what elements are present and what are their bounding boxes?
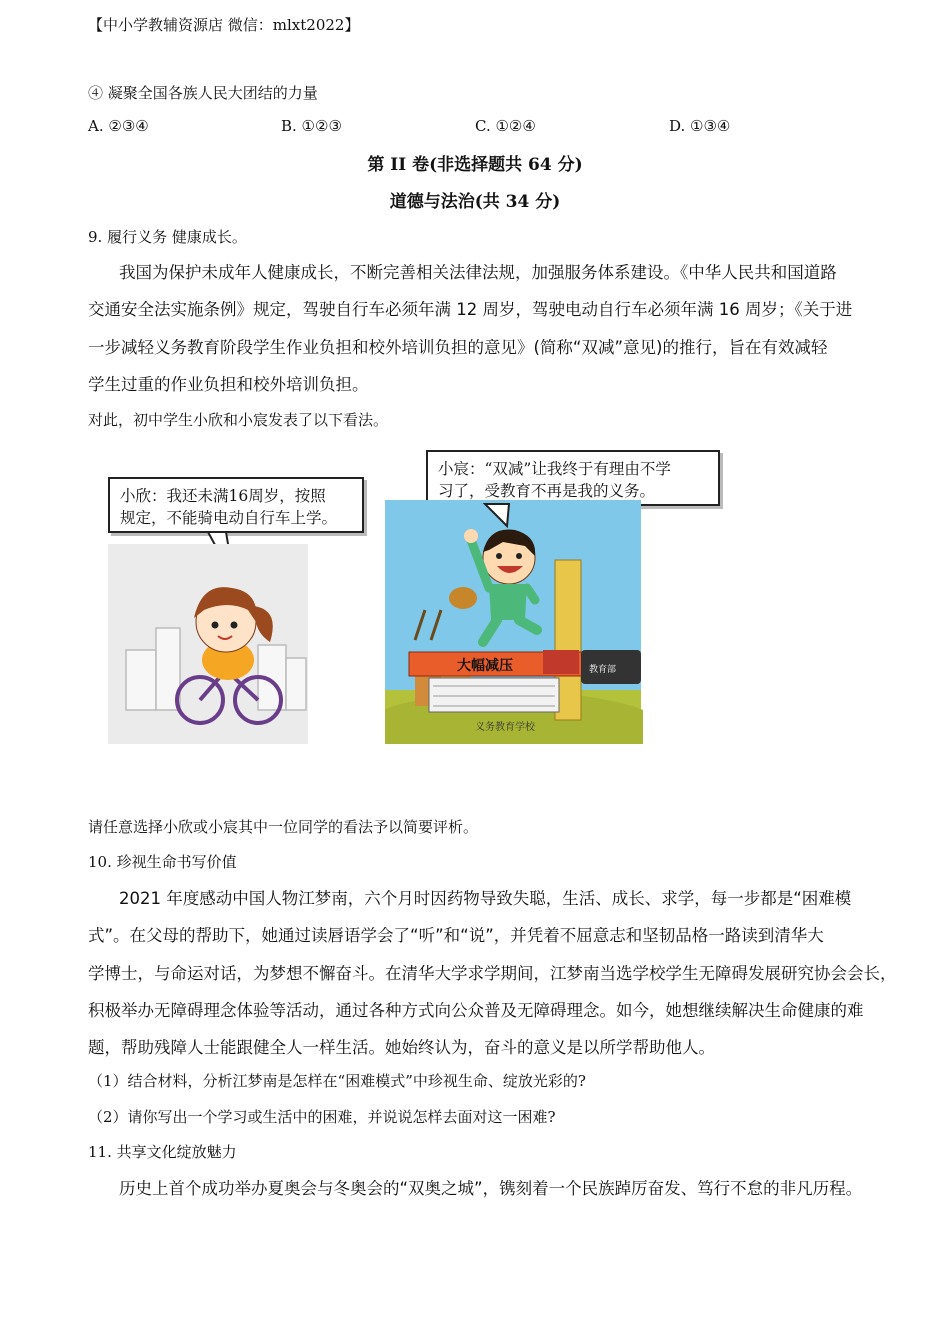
q9-heading: 9. 履行义务 健康成长。	[88, 228, 247, 246]
speech-bubble-xiaochen	[426, 450, 720, 506]
ground-label-text: 义务教育学校	[475, 722, 535, 733]
q10-heading: 10. 珍视生命书写价值	[88, 853, 237, 871]
header-watermark: 【中小学教辅资源店 微信：mlxt2022】	[88, 16, 360, 34]
boy-jumping-cartoon	[385, 500, 643, 744]
q10-para-line: 积极举办无障碍理念体验等活动，通过各种方式向公众普及无障碍理念。如今，她想继续解决生命健康的难	[88, 1001, 864, 1020]
q9-para-line: 我国为保护未成年人健康成长，不断完善相关法律法规，加强服务体系建设。《中华人民共和国道路	[119, 263, 837, 282]
section-title: 第 II 卷(非选择题共 64 分)	[367, 155, 583, 175]
q8-option-d: D. ①③④	[669, 117, 731, 135]
q10-para-line: 式”。在父母的帮助下，她通过读唇语学会了“听”和“说”，并凭着不屈意志和坚韧品格一路读到清华大	[88, 926, 824, 945]
cartoon-sign-text: 大幅减压	[457, 658, 513, 674]
q10-para-line: 2021 年度感动中国人物江梦南，六个月时因药物导致失聪，生活、成长、求学，每一步都是“困难模	[119, 889, 852, 908]
q11-para: 历史上首个成功举办夏奥会与冬奥会的“双奥之城”，镌刻着一个民族踔厉奋发、笃行不怠的非凡历程。	[119, 1179, 863, 1198]
q10-para-line: 题，帮助残障人士能跟健全人一样生活。她始终认为，奋斗的意义是以所学帮助他人。	[88, 1038, 715, 1057]
bubble-line: 小欣：我还未满16周岁，按照	[120, 487, 326, 505]
q8-option-a: A. ②③④	[88, 117, 149, 135]
q10-sub2: （2）请你写出一个学习或生活中的困难，并说说怎样去面对这一困难?	[88, 1108, 556, 1126]
q8-item-4: ④ 凝聚全国各族人民大团结的力量	[88, 84, 318, 102]
speech-bubble-xiaoxin	[108, 477, 364, 533]
q9-para-line: 交通安全法实施条例》规定，驾驶自行车必须年满 12 周岁，驾驶电动自行车必须年满 16 周岁；《关于进	[88, 300, 853, 319]
q11-heading: 11. 共享文化绽放魅力	[88, 1143, 237, 1161]
section-subtitle: 道德与法治(共 34 分)	[389, 192, 561, 212]
q9-intro: 对此，初中学生小欣和小宸发表了以下看法。	[88, 411, 389, 429]
girl-on-bicycle-illustration	[108, 530, 318, 750]
q8-option-b: B. ①②③	[281, 117, 342, 135]
bubble-line: 规定，不能骑电动自行车上学。	[120, 509, 338, 527]
q9-para-line: 学生过重的作业负担和校外培训负担。	[88, 375, 369, 394]
q8-option-c: C. ①②④	[475, 117, 536, 135]
q10-sub1: （1）结合材料，分析江梦南是怎样在“困难模式”中珍视生命、绽放光彩的?	[88, 1072, 586, 1090]
hand-label-text: 教育部	[589, 665, 617, 675]
q10-para-line: 学博士，与命运对话，为梦想不懈奋斗。在清华大学求学期间，江梦南当选学校学生无障碍发展研究协会会长，	[88, 964, 897, 983]
bubble-line: 习了，受教育不再是我的义务。	[438, 482, 656, 500]
bubble-line: 小宸：“双减”让我终于有理由不学	[438, 460, 671, 478]
q9-para-line: 一步减轻义务教育阶段学生作业负担和校外培训负担的意见》(简称“双减”意见)的推行，旨在有效减轻	[88, 338, 828, 357]
q9-question: 请任意选择小欣或小宸其中一位同学的看法予以简要评析。	[88, 818, 479, 836]
